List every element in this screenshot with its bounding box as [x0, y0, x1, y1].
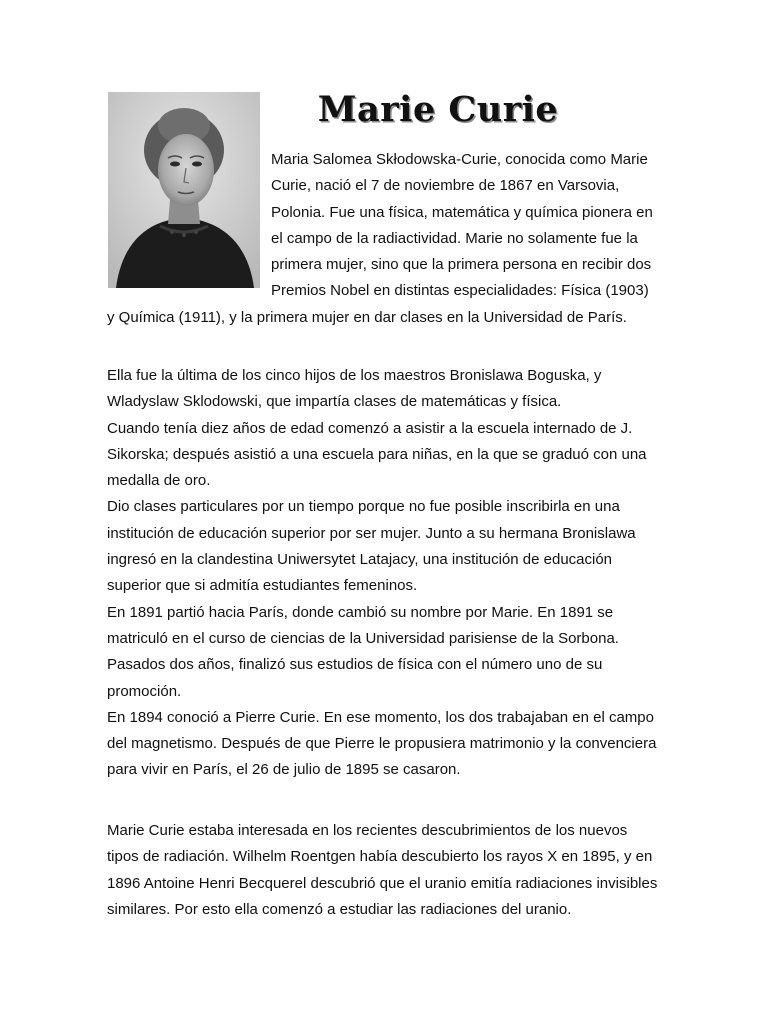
- body-line: promoción.: [107, 682, 182, 700]
- body-line: Marie Curie estaba interesada en los recientes descubrimientos de los nuevos: [107, 822, 628, 839]
- intro-line-tail: y Química (1911), y la primera mujer en dar clases en la Universidad de París.: [107, 309, 627, 326]
- body-line: En 1891 partió hacia París, donde cambió su nombre por Marie. En 1891 se: [107, 603, 614, 621]
- body-line: para vivir en París, el 26 de julio de 1895 se casaron.: [107, 761, 461, 779]
- body-line: similares. Por esto ella comenzó a estudiar las radiaciones del uranio.: [107, 900, 572, 918]
- intro-line: el campo de la radiactividad. Marie no solamente fue la: [271, 229, 638, 247]
- portrait-photo: [108, 92, 260, 288]
- biography-paragraphs: [107, 363, 656, 784]
- body-line: Sikorska; después asistió a una escuela para niñas, en la que se graduó con una: [107, 445, 647, 463]
- intro-paragraph: [271, 147, 653, 305]
- body-line: En 1894 conoció a Pierre Curie. En ese momento, los dos trabajaban en el campo: [107, 708, 654, 726]
- body-line: Wladyslaw Sklodowski, que impartía clases de matemáticas y física.: [107, 393, 562, 411]
- intro-line: Maria Salomea Skłodowska-Curie, conocida como Marie: [271, 151, 648, 168]
- body-line: Cuando tenía diez años de edad comenzó a asistir a la escuela internado de J.: [107, 419, 633, 437]
- body-line: Pasados dos años, finalizó sus estudios de física con el número uno de su: [107, 656, 603, 674]
- body-line: del magnetismo. Después de que Pierre le propusiera matrimonio y la convenciera: [107, 735, 657, 753]
- intro-line: Premios Nobel en distintas especialidades: Física (1903): [271, 282, 649, 300]
- body-line: ingresó en la clandestina Uniwersytet Latajacy, una institución de educación: [107, 551, 613, 569]
- body-line: tipos de radiación. Wilhelm Roentgen había descubierto los rayos X en 1895, y en: [107, 848, 653, 866]
- intro-line: primera mujer, sino que la primera persona en recibir dos: [271, 256, 652, 274]
- document-title: Marie Curie: [317, 89, 559, 130]
- portrait-photo-icon: [108, 92, 260, 288]
- body-line: institución de educación superior por ser mujer. Junto a su hermana Bronislawa: [107, 524, 636, 542]
- intro-line: Polonia. Fue una física, matemática y química pionera en: [271, 203, 653, 221]
- body-line: superior que si admitía estudiantes femeninos.: [107, 577, 418, 595]
- radiation-paragraph: [107, 818, 657, 923]
- intro-line: Curie, nació el 7 de noviembre de 1867 en Varsovia,: [271, 177, 620, 195]
- body-line: Dio clases particulares por un tiempo porque no fue posible inscribirla en una: [107, 498, 620, 516]
- body-line: medalla de oro.: [107, 472, 211, 490]
- body-line: Ella fue la última de los cinco hijos de los maestros Bronislawa Boguska, y: [107, 367, 602, 384]
- body-line: 1896 Antoine Henri Becquerel descubrió que el uranio emitía radiaciones invisibles: [107, 874, 658, 892]
- body-line: matriculó en el curso de ciencias de la Universidad parisiense de la Sorbona.: [107, 629, 619, 647]
